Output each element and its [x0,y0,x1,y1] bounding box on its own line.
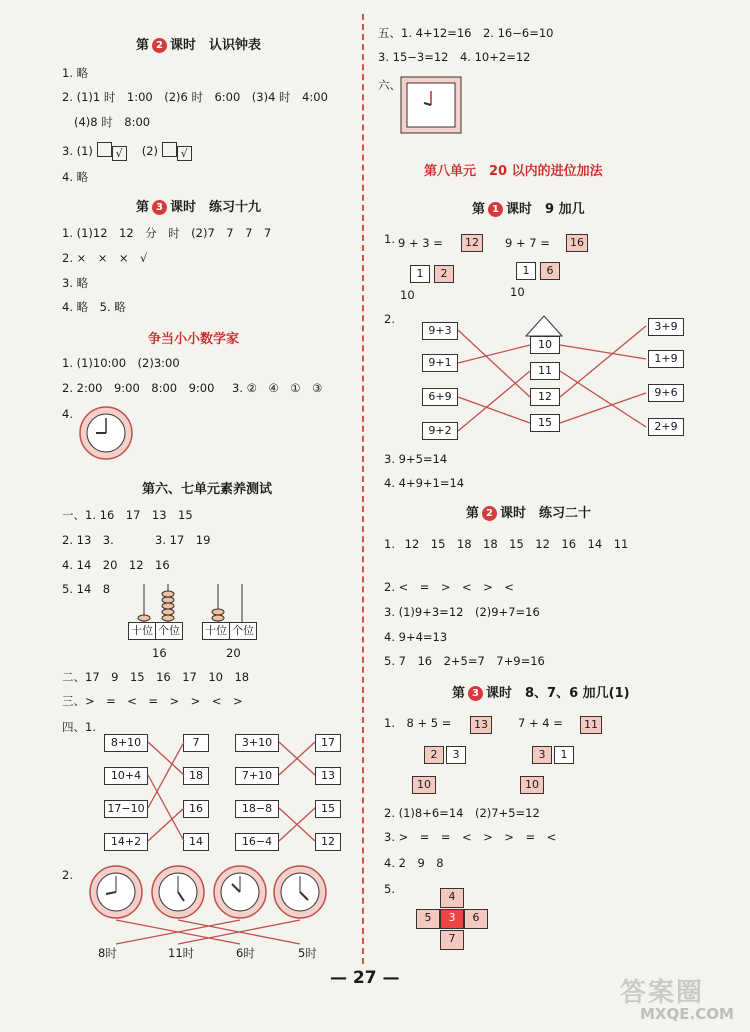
answer-box: 11 [580,716,602,734]
split-box: 2 [424,746,444,764]
answer-box: 13 [470,716,492,734]
abacus-value: 20 [226,646,241,660]
watermark-url: MXQE.COM [640,1005,734,1023]
answer-line: 2. 2:00 9:00 8:00 9:00 [62,381,215,395]
sum-box: 10 [412,776,436,794]
clock-time-label: 11时 [168,946,195,960]
answer-line: 4. 略 [62,170,89,184]
answer-line: 5. 14 8 [62,582,111,596]
answer-line: 2. (1)8+6=14 (2)7+5=12 [384,806,540,820]
answer-box: 16 [566,234,588,252]
clocks-matching [86,864,326,954]
answer-line: 3. 略 [62,276,89,290]
answer-line: 1. 略 [62,66,89,80]
match-answer: 18 [183,767,209,785]
page-number: — 27 — [330,968,400,988]
answer-line: 1. [384,232,395,246]
clock-icon [78,405,134,461]
match-expression: 14+2 [104,833,148,851]
abacus-label: 十位 [128,622,156,640]
match-expression: 17−10 [104,800,148,818]
answer-line: 2. [62,868,73,882]
tower-match-lines [458,330,648,440]
answer-line: 4. 9+4=13 [384,630,448,644]
expression-card: 2+9 [648,418,684,436]
split-box: 3 [446,746,466,764]
match-answer: 15 [315,800,341,818]
match-answer: 13 [315,767,341,785]
split-box: 1 [516,262,536,280]
match-lines [148,742,184,842]
lesson-2-heading: 第 2 课时 认识钟表 [136,38,262,53]
answer-line: 2. [384,312,395,326]
match-answer: 12 [315,833,341,851]
expression-card: 6+9 [422,388,458,406]
cross-cell: 4 [440,888,464,908]
match-expression: 8+10 [104,734,148,752]
match-lines [279,742,315,842]
sum-value: 10 [510,285,525,299]
split-box: 6 [540,262,560,280]
square-clock-icon [400,76,462,134]
test-heading: 第六、七单元素养测试 [142,482,273,497]
match-answer: 17 [315,734,341,752]
equation: 7 + 4 = [518,716,563,730]
abacus-value: 16 [152,646,167,660]
expression-card: 9+3 [422,322,458,340]
answer-line: 1. (1)12 12 分 时 (2)7 7 7 7 [62,226,272,240]
answer-line-checkboxes: 3. (1) √ (2) √ [62,142,192,161]
answer-line: 4. 14 20 12 16 [62,558,170,572]
cross-cell: 7 [440,930,464,950]
answer-line: 5. [384,882,395,896]
tower-floor: 11 [530,362,560,380]
split-box: 2 [434,265,454,283]
expression-card: 9+2 [422,422,458,440]
answer-line: 4. 略 5. 略 [62,300,126,314]
abacus-label: 个位 [229,622,257,640]
match-answer: 14 [183,833,209,851]
answer-line: 4. [62,407,73,421]
lesson-3b-heading: 第 3 课时 8、7、6 加几(1) [452,686,630,701]
abacus-label: 十位 [202,622,230,640]
answer-line: 4. 2 9 8 [384,856,444,870]
match-expression: 16−4 [235,833,279,851]
answer-line: (4)8 时 8:00 [74,115,151,129]
section-heading: 争当小小数学家 [148,332,240,347]
tower-floor: 10 [530,336,560,354]
expression-card: 9+6 [648,384,684,402]
expression-card: 9+1 [422,354,458,372]
answer-line: 2. × × × √ [62,251,148,265]
answer-line: 一、1. 16 17 13 15 [62,508,193,522]
lesson-2b-heading: 第 2 课时 练习二十 [466,506,592,521]
split-box: 3 [532,746,552,764]
answer-line: 二、17 9 15 16 17 10 18 [62,670,250,684]
unit-heading: 第八单元 20 以内的进位加法 [424,164,603,179]
equation: 1. 8 + 5 = [384,716,452,730]
expression-card: 3+9 [648,318,684,336]
match-answer: 16 [183,800,209,818]
answer-line: 四、1. [62,720,96,734]
tower-floor: 12 [530,388,560,406]
answer-line: 3. > = = < > > = < [384,830,557,844]
match-expression: 18−8 [235,800,279,818]
answer-line: 3. (1)9+3=12 (2)9+7=16 [384,605,540,619]
expression-card: 1+9 [648,350,684,368]
match-expression: 10+4 [104,767,148,785]
equation: 9 + 3 = [398,236,443,250]
answer-line: 1. (1)10:00 (2)3:00 [62,356,180,370]
cross-cell: 6 [464,909,488,929]
split-box: 1 [410,265,430,283]
sum-box: 10 [520,776,544,794]
answer-line: 2. 13 3. [62,533,114,547]
lesson-1-heading: 第 1 课时 9 加几 [472,202,585,217]
tower-floor: 15 [530,414,560,432]
split-box: 1 [554,746,574,764]
clock-time-label: 6时 [236,946,255,960]
answer-line: 3. 15−3=12 4. 10+2=12 [378,50,531,64]
clock-time-label: 8时 [98,946,117,960]
answer-box: 12 [461,234,483,252]
answer-line: 3. 17 19 [155,533,211,547]
answer-line: 3. ② ④ ① ③ [232,381,323,395]
answer-line: 三、> = < = > > < > [62,694,243,708]
answer-line: 1. 12 15 18 18 15 12 16 14 11 [384,537,629,551]
answer-line: 六、 [378,78,401,92]
answer-line: 5. 7 16 2+5=7 7+9=16 [384,654,545,668]
cross-cell: 5 [416,909,440,929]
answer-line: 2. (1)1 时 1:00 (2)6 时 6:00 (3)4 时 4:00 [62,90,328,104]
lesson-3-heading: 第 3 课时 练习十九 [136,200,262,215]
clock-time-label: 5时 [298,946,317,960]
sum-value: 10 [400,288,415,302]
watermark-text: 答案圈 [620,978,705,1008]
equation: 9 + 7 = [505,236,550,250]
match-answer: 7 [183,734,209,752]
answer-line: 3. 9+5=14 [384,452,448,466]
match-expression: 7+10 [235,767,279,785]
abacus-label: 个位 [155,622,183,640]
answer-line: 4. 4+9+1=14 [384,476,465,490]
column-divider [362,14,364,964]
cross-cell-center: 3 [440,909,464,929]
match-expression: 3+10 [235,734,279,752]
answer-line: 五、1. 4+12=16 2. 16−6=10 [378,26,554,40]
answer-line: 2. < = > < > < [384,580,514,594]
